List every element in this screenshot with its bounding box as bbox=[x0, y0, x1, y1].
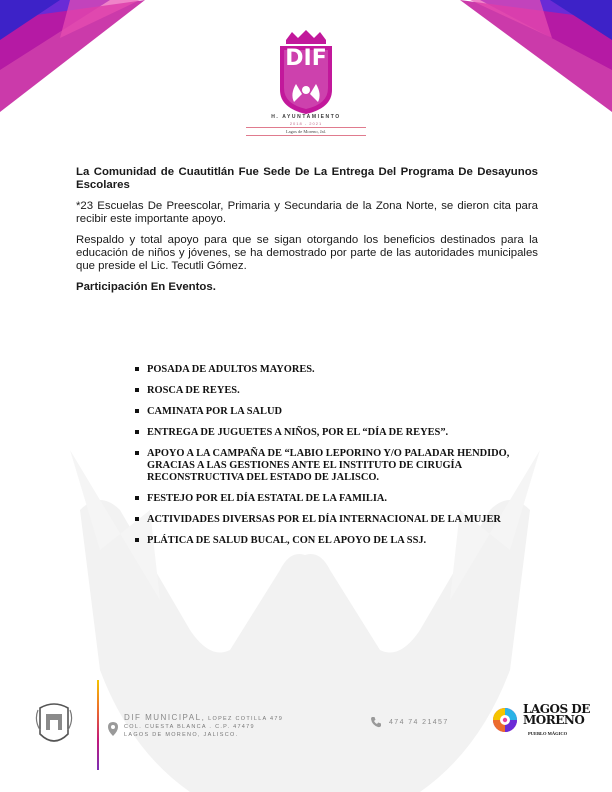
lagos-brand bbox=[523, 704, 590, 726]
event-item: APOYO A LA CAMPAÑA DE “LABIO LEPORINO Y/O PALADAR HENDIDO, GRACIAS A LAS GESTIONES ANTE EL INSTITUTO DE CIRUGÍA RECONSTRUCTIVA DEL ESTADO DE JALISCO. bbox=[134, 448, 534, 484]
dif-logo-icon bbox=[270, 28, 342, 118]
location-pin-icon bbox=[108, 722, 118, 736]
svg-text:DIF: DIF bbox=[285, 46, 327, 70]
footer-colonia: COL. CUESTA BLANCA . C.P. 47479 bbox=[124, 724, 255, 730]
footer-street: LOPEZ COTILLA 479 bbox=[208, 716, 284, 722]
footer-city: LAGOS DE MORENO, JALISCO. bbox=[124, 732, 239, 738]
lagos-brand-tag: PUEBLO MÁGICO bbox=[528, 731, 568, 736]
phone-icon bbox=[370, 716, 382, 728]
section-heading: Participación En Eventos. bbox=[76, 281, 216, 293]
lagos-brand-top: LAGOS DE bbox=[523, 702, 590, 716]
lagos-mark-icon bbox=[490, 704, 520, 738]
footer-org: DIF MUNICIPAL, bbox=[124, 713, 206, 722]
event-item: PLÁTICA DE SALUD BUCAL, CON EL APOYO DE LA SSJ. bbox=[134, 535, 534, 547]
event-item: POSADA DE ADULTOS MAYORES. bbox=[134, 364, 534, 376]
logo-caption: H. AYUNTAMIENTO bbox=[271, 114, 341, 120]
article-body bbox=[76, 166, 538, 302]
article-paragraph-2: Respaldo y total apoyo para que se sigan otorgando los beneficios destinados para la educación de niños y jóvenes, se ha demostrado por parte de las autoridades municipales que preside el Lic. Tecutli Gómez. bbox=[76, 234, 538, 272]
lagos-brand-bottom: MORENO bbox=[523, 713, 585, 727]
footer-phone: 474 74 21457 bbox=[389, 719, 449, 726]
event-item: FESTEJO POR EL DÍA ESTATAL DE LA FAMILIA. bbox=[134, 493, 534, 505]
event-item: ACTIVIDADES DIVERSAS POR EL DÍA INTERNACIONAL DE LA MUJER bbox=[134, 514, 534, 526]
event-item: ENTREGA DE JUGUETES A NIÑOS, POR EL “DÍA DE REYES”. bbox=[134, 427, 534, 439]
dif-logo-text bbox=[280, 44, 332, 70]
events-list bbox=[134, 364, 534, 556]
article-title: La Comunidad de Cuautitlán Fue Sede De La Entrega Del Programa De Desayunos Escolares bbox=[76, 166, 538, 191]
logo-place: Lagos de Moreno, Jal. bbox=[246, 127, 366, 136]
event-item: CAMINATA POR LA SALUD bbox=[134, 406, 534, 418]
footer-address bbox=[124, 714, 283, 739]
event-item: ROSCA DE REYES. bbox=[134, 385, 534, 397]
footer-divider bbox=[97, 680, 99, 770]
logo-period: 2018 - 2021 bbox=[289, 121, 323, 126]
municipal-seal-icon bbox=[34, 700, 74, 748]
article-paragraph-1: *23 Escuelas De Preescolar, Primaria y Secundaria de la Zona Norte, se dieron cita para recibir este importante apoyo. bbox=[76, 200, 538, 225]
